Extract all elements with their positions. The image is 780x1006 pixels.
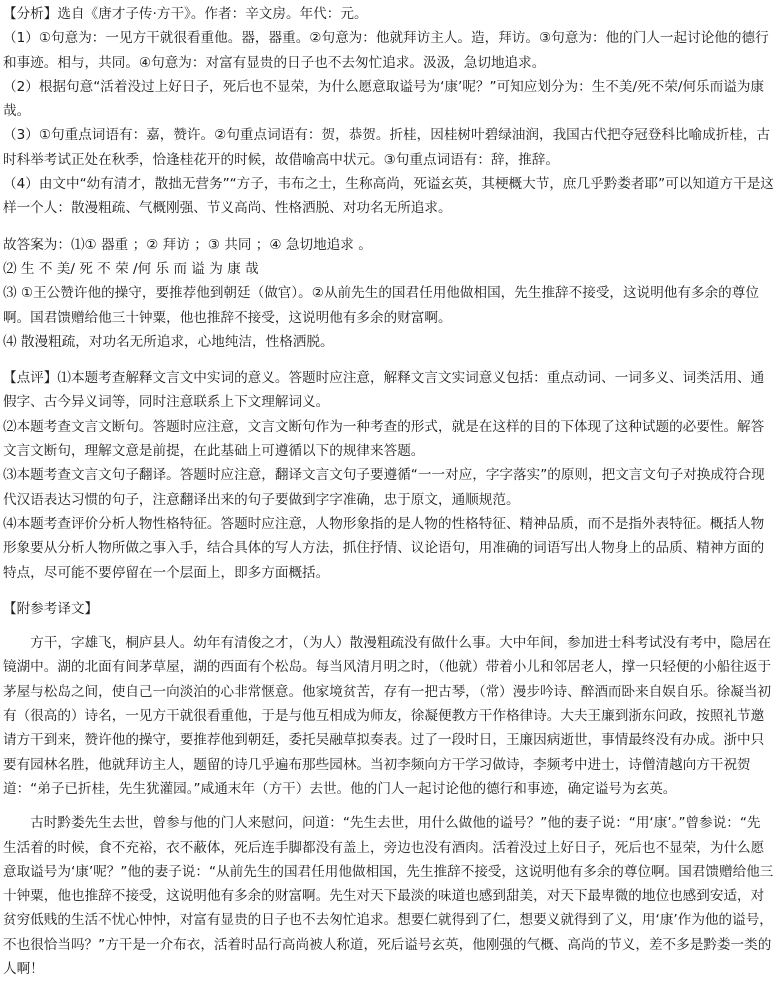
comment-section [3, 366, 774, 585]
analysis-item-2: （2）根据句意“活着没过上好日子，死后也不显荣，为什么愿意取谥号为‘康’呢？”可知应划分为：生不美/死不荣/何乐而谥为康哉。 [3, 78, 765, 120]
comment-item-1: 【点评】⑴本题考查解释文言文中实词的意义。答题时应注意，解释文言文实词意义包括：重点动词、一词多义、词类活用、通假字、古今异义词等，同时注意联系上下文理解词义。 [3, 370, 765, 411]
translation-paragraph-1: 方干，字雄飞，桐庐县人。幼年有清俊之才，（为人）散漫粗疏没有做什么事。大中年间，参加进士科考试没有考中，隐居在镜湖中。湖的北面有间茅草屋，湖的西面有个松岛。每当风清月明之时，（他就）带着小儿和邻居老人，撑一只轻便的小船往返于茅屋与松岛之间，使自己一向淡泊的心非常惬意。他家境贫苦，存有一把古琴，（常）漫步吟诗、醉酒而卧来自娱自乐。徐凝当初有（很高的）诗名，一见方干就很看重他，于是与他互相成为师友，徐凝便教方干作格律诗。大夫王廉到浙东问政，按照礼节邀请方干到来，赞许他的操守，要推荐他到朝廷，委托吴融草拟奏表。过了一段时日，王廉因病逝世，事情最终没有办成。浙中只要有园林名胜，他就拜访主人，题留的诗几乎遍布那些园林。当初李频向方干学习做诗，李频考中进士，诗僧清越向方干祝贺道：“弟子已折桂，先生犹灌园。”咸通末年（方干）去世。他的门人一起讨论他的德行和事迹，确定谥号为玄英。 [3, 635, 772, 797]
comment-item-4: ⑷本题考查评价分析人物性格特征。答题时应注意，人物形象指的是人物的性格特征、精神品质，而不是指外表特征。概括人物形象要从分析人物所做之事入手，结合具体的写人方法，抓住抒情、议论语句，用准确的词语写出人物身上的品质、精神方面的特点，尽可能不要停留在一个层面上，即多方面概括。 [3, 515, 765, 581]
analysis-item-1: （1）①句意为：一见方干就很看重他。器，器重。②句意为：他就拜访主人。造，拜访。③句意为：他的门人一起讨论他的德行和事迹。相与，共同。④句意为：对富有显贵的日子也不去匆忙追求。汲汲，急切地追求。 [3, 30, 769, 71]
analysis-section [3, 2, 774, 221]
answer-line-4: ⑷ 散漫粗疏，对功名无所追求，心地纯洁，性格洒脱。 [3, 333, 334, 350]
answer-line-3: ⑶ ①王公赞许他的操守，要推荐他到朝廷（做官）。②从前先生的国君任用他做相国，先生推辞不接受，这说明他有多余的尊位啊。国君馈赠给他三十钟粟，他也推辞不接受，这说明他有多余的财富啊。 [3, 285, 759, 326]
answer-section [3, 233, 774, 354]
analysis-item-3: （3）①句重点词语有：嘉，赞许。②句重点词语有：贺，恭贺。折桂，因桂树叶碧绿油润，我国古代把夺冠登科比喻成折桂，古时科举考试正处在秋季，恰逢桂花开的时候，故借喻高中状元。③句重点词语有：辞，推辞。 [3, 127, 771, 168]
analysis-header: 【分析】选自《唐才子传·方干》。作者：辛文房。年代：元。 [3, 6, 368, 22]
comment-item-3: ⑶本题考查文言文句子翻译。答题时应注意，翻译文言文句子要遵循“一一对应，字字落实”的原则，把文言文句子对换成符合现代汉语表达习惯的句子，注意翻译出来的句子要做到字字准确，忠于原文，通顺规范。 [3, 467, 765, 508]
translation-header: 【附参考译文】 [3, 600, 99, 617]
comment-item-2: ⑵本题考查文言文断句。答题时应注意，文言文断句作为一种考查的形式，就是在这样的目的下体现了这种试题的必要性。解答文言文断句，理解文意是前提，在此基础上可遵循以下的规律来答题。 [3, 418, 765, 460]
translation-section [3, 597, 774, 981]
analysis-item-4: （4）由文中“幼有清才，散拙无营务”“方子，韦布之士，生称高尚，死谥玄英，其梗概大节，庶几乎黔娄者耶”可以知道方干是这样一个人：散漫粗疏、气概刚强、节义高尚、性格洒脱、对功名无所追求。 [3, 176, 774, 217]
answer-line-1: 故答案为：⑴① 器重 ；② 拜访 ；③ 共同 ；④ 急切地追求 。 [3, 236, 372, 253]
translation-paragraph-2: 古时黔娄先生去世，曾参与他的门人来慰问，问道：“先生去世，用什么做他的谥号？”他的妻子说：“用‘康’。”曾参说：“先生活着的时候，食不充裕，衣不蔽体，死后连手脚都没有盖上，旁边也没有酒肉。活着没过上好日子，死后也不显荣，为什么愿意取谥号为‘康’呢？”他的妻子说：“从前先生的国君任用他做相国，先生推辞不接受，这说明他有多余的尊位啊。国君馈赠给他三十钟粟，他也推辞不接受，这说明他有多余的财富啊。先生对天下最淡的味道也感到甜美，对天下最卑微的地位也感到安适，对贫穷低贱的生活不忧心忡忡，对富有显贵的日子也不去匆忙追求。想要仁就得到了仁，想要义就得到了义，用‘康’作为他的谥号，不也很恰当吗？”方干是一介布衣，活着时品行高尚被人称道，死后谥号玄英，他刚强的气概、高尚的节义，差不多是黔娄一类的人啊！ [3, 815, 774, 977]
answer-line-2: ⑵ 生 不 美/ 死 不 荣 /何 乐 而 谥 为 康 哉 [3, 260, 259, 277]
